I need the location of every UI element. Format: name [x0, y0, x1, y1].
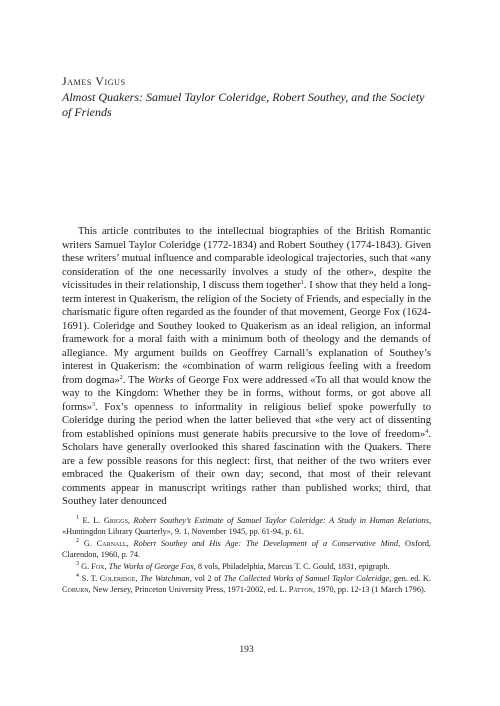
- footnotes: [62, 515, 431, 596]
- body-text: of George Fox were addressed «To all that would know the way to the Kingdom: Whether they be in forms, without forms, or got above all forms»: [62, 374, 432, 413]
- footnote-1: [62, 515, 431, 537]
- footnote-initials: S. T.: [81, 574, 98, 583]
- article-body: [62, 225, 431, 509]
- footnote-number: 3: [76, 561, 79, 567]
- footnote-3: [62, 561, 431, 572]
- article-title: Almost Quakers: Samuel Taylor Coleridge, Robert Southey, and the Society of Friends: [62, 90, 425, 119]
- footnote-ref[interactable]: 1: [300, 280, 304, 286]
- footnote-rest: , «Huntingdon Library Quarterly», 9. 1, November 1945, pp. 61-94, p. 61.: [62, 516, 432, 536]
- footnote-initials: G.: [83, 539, 92, 548]
- footnote-number: 2: [76, 538, 79, 544]
- footnote-sep: ,: [127, 516, 134, 525]
- footnote-sep: ,: [126, 539, 134, 548]
- footnote-author: Carnall: [96, 539, 127, 548]
- footnote-2: [62, 538, 431, 560]
- footnote-title: The Watchman: [139, 574, 190, 583]
- footnote-mid: , vol 2 of: [189, 574, 224, 583]
- footnote-rest: , 8 vols, Philadelphia, Marcus T. C. Gould, 1831, epigraph.: [193, 562, 390, 571]
- page-number: 193: [239, 645, 254, 655]
- footnote-rest: , 1970, pp. 12-13 (1 March 1796).: [312, 585, 426, 594]
- body-paragraph: [62, 225, 431, 509]
- footnote-ref[interactable]: 3: [92, 401, 96, 408]
- body-text: . I show that they held a long-term interest in Quakerism, the religion of the Society of Friends, and especially in the charismatic figure often regarded as the founder of that movement, George Fox (1624-1691). Coleridge and Southey looked to Quakerism as an ideal religion, an informal framework for a moral faith with a minimum both of theology and the demands of allegiance. My argument builds on Geoffrey Carnall’s explanation of Southey’s interest in Quakerism: the «combination of warm religious feeling with a freedom from dogma»: [62, 280, 431, 386]
- footnote-editor: Coburn: [62, 585, 89, 594]
- footnote-author: Coleridge: [99, 574, 136, 583]
- footnote-author: Griggs: [103, 516, 128, 525]
- footnote-author: Fox: [91, 562, 105, 571]
- footnote-initials: G.: [81, 562, 90, 571]
- footnote-mid-2: , gen. ed. K.: [389, 574, 431, 583]
- footnote-number: 1: [76, 515, 79, 521]
- footnote-title: Robert Southey and His Age: The Development of a Conservative Mind: [133, 539, 399, 548]
- body-text: . Scholars have generally overlooked this shared fascination with the Quakers. There are a few possible reasons for this neglect: first, that neither of the two writers ever embraced the Quakerism of their own day; second, that most of their relevant comments appear in manuscript writings rather than published works; third, that Southey later denounced: [62, 428, 431, 507]
- footnote-title: The Works of George Fox: [108, 562, 194, 571]
- page: [62, 0, 431, 706]
- body-text: . The: [122, 374, 148, 386]
- footnote-ref[interactable]: 4: [425, 428, 429, 435]
- footnote-sep: ,: [135, 574, 140, 583]
- footnote-mid-3: , New Jersey, Princeton University Press, 1971-2002, ed. L.: [88, 585, 287, 594]
- footnote-title: Robert Southey’s Estimate of Samuel Taylor Coleridge: A Study in Human Relations: [133, 516, 429, 525]
- body-text: This article contributes to the intellectual biographies of the British Romantic writers Samuel Taylor Coleridge (1772-1834) and Robert Southey (1774-1843). Given these writers’ mutual influence and comparable ideological trajectories, such that «any consideration of the one necessarily involves a study of the other», despite the vicissitudes in their relationship, I discuss them together: [62, 226, 431, 291]
- footnote-sep: ,: [104, 562, 109, 571]
- footnote-title-2: The Collected Works of Samuel Taylor Coleridge: [223, 574, 390, 583]
- footnote-number: 4: [76, 573, 79, 579]
- footnote-ref[interactable]: 2: [119, 374, 123, 381]
- works-title: Works: [147, 374, 174, 386]
- footnote-initials: E. L.: [82, 516, 101, 525]
- footnote-editor: Patton: [288, 585, 313, 594]
- body-text: . Fox’s openness to informality in religious belief spoke powerfully to Coleridge during the period when the latter believed that «the very act of dissenting from established opinions must generate habits precursive to the love of freedom»: [62, 401, 431, 440]
- article-author: James Vigus: [62, 74, 126, 88]
- footnote-rest: , Oxford, Clarendon, 1960, p. 74.: [62, 539, 432, 559]
- footnote-4: [62, 573, 431, 595]
